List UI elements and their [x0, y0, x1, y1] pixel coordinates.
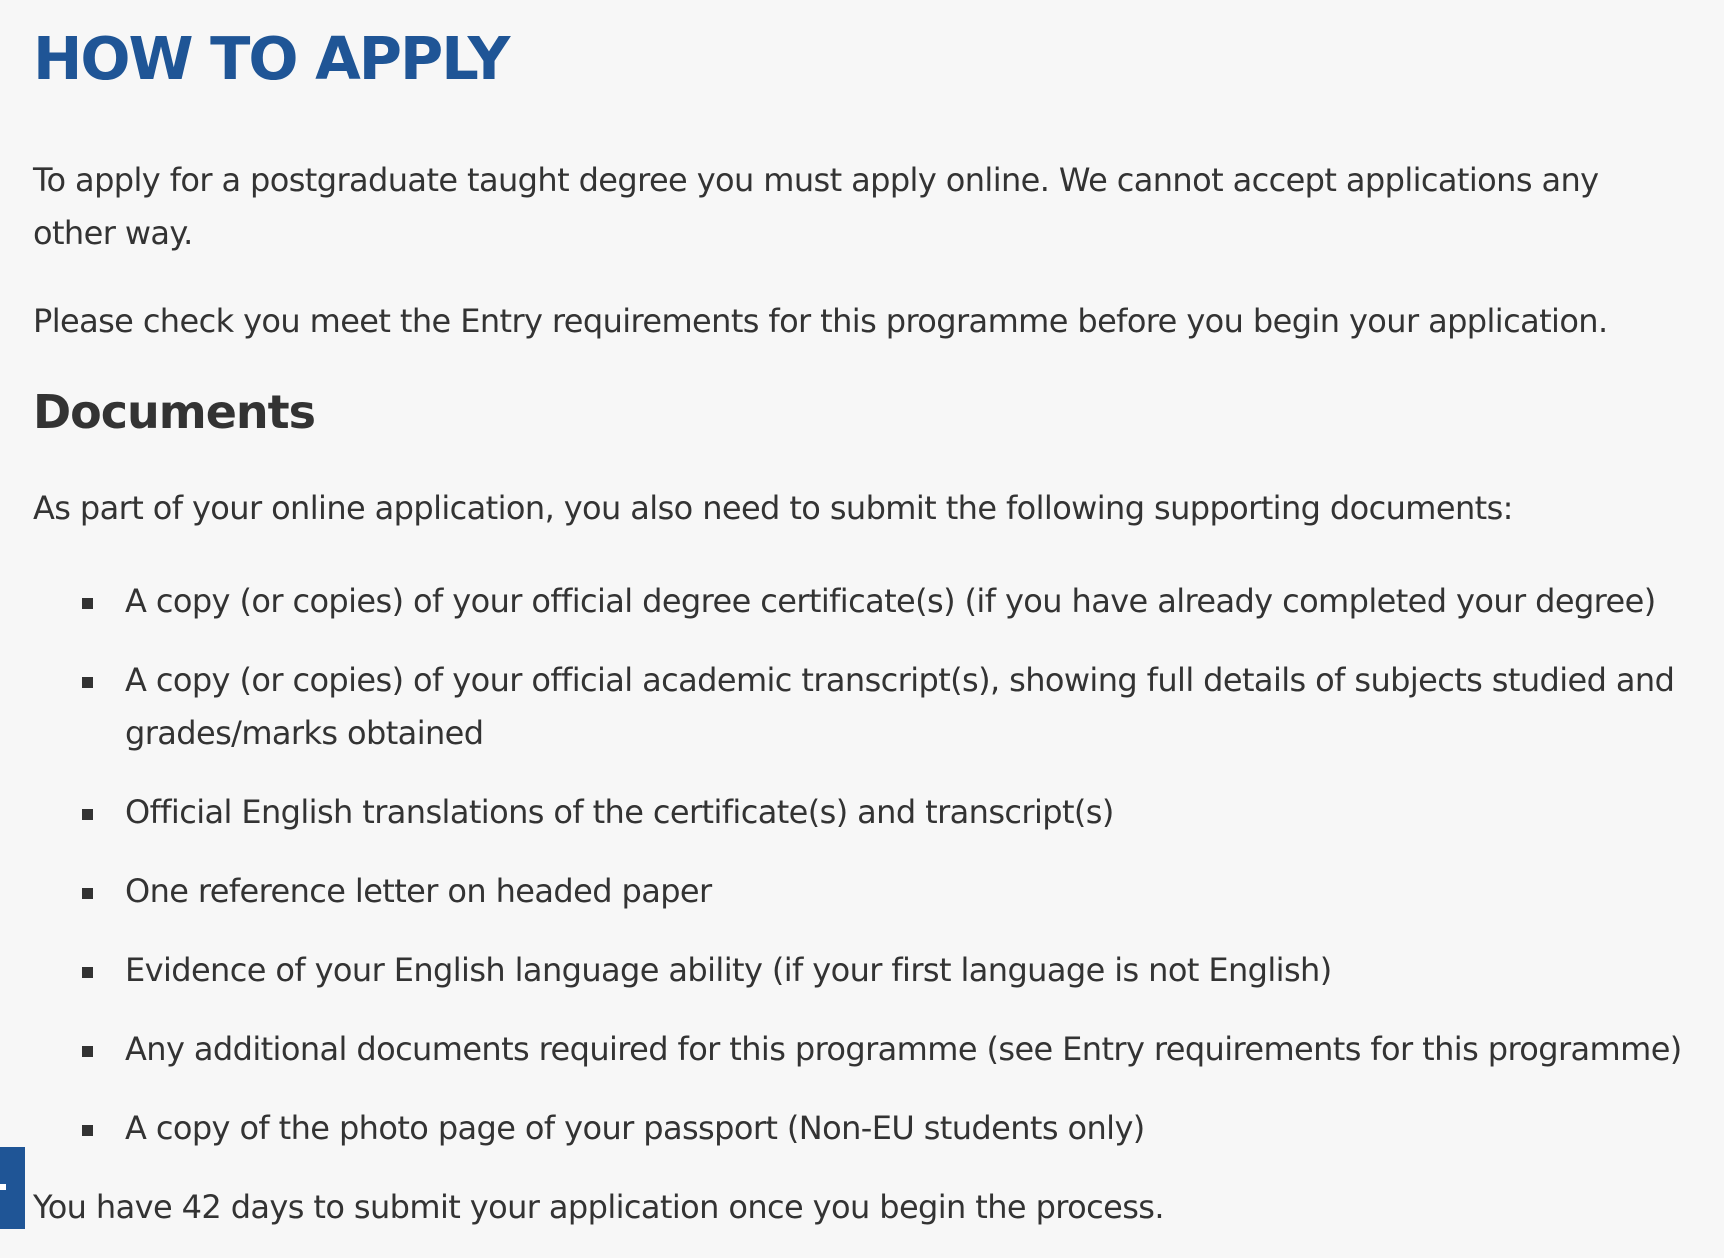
list-item	[33, 1023, 1683, 1076]
list-item	[33, 654, 1683, 760]
page-title: HOW TO APPLY	[33, 24, 509, 93]
feedback-side-tab[interactable]	[0, 1147, 25, 1229]
intro-paragraph-entry-requirements: Please check you meet the Entry requirements for this programme before you begin your application.	[33, 302, 1608, 340]
submission-deadline-note: You have 42 days to submit your application once you begin the process.	[33, 1188, 1164, 1226]
list-item	[33, 1102, 1683, 1155]
list-item	[33, 865, 1683, 918]
main-content	[33, 0, 1683, 1234]
square-bullet-icon	[82, 677, 93, 688]
list-item-text: Any additional documents required for this programme (see Entry requirements for this programme)	[125, 1030, 1682, 1068]
square-bullet-icon	[82, 967, 93, 978]
square-bullet-icon	[82, 1125, 93, 1136]
tab-marker-icon	[0, 1184, 6, 1190]
documents-intro: As part of your online application, you also need to submit the following supporting documents:	[33, 489, 1513, 527]
list-item	[33, 944, 1683, 997]
intro-paragraph-online: To apply for a postgraduate taught degree you must apply online. We cannot accept applications any other way.	[33, 161, 1599, 252]
square-bullet-icon	[82, 809, 93, 820]
list-item-text: Evidence of your English language ability (if your first language is not English)	[125, 951, 1332, 989]
documents-list	[33, 575, 1683, 1155]
square-bullet-icon	[82, 598, 93, 609]
square-bullet-icon	[82, 1046, 93, 1057]
list-item-text: A copy of the photo page of your passport (Non-EU students only)	[125, 1109, 1145, 1147]
list-item-text: One reference letter on headed paper	[125, 872, 712, 910]
documents-heading: Documents	[33, 385, 316, 439]
list-item	[33, 575, 1683, 628]
list-item-text: A copy (or copies) of your official degree certificate(s) (if you have already completed your degree)	[125, 582, 1656, 620]
square-bullet-icon	[82, 888, 93, 899]
list-item-text: A copy (or copies) of your official academic transcript(s), showing full details of subjects studied and grades/marks obtained	[125, 661, 1675, 752]
list-item-text: Official English translations of the certificate(s) and transcript(s)	[125, 793, 1114, 831]
list-item	[33, 786, 1683, 839]
